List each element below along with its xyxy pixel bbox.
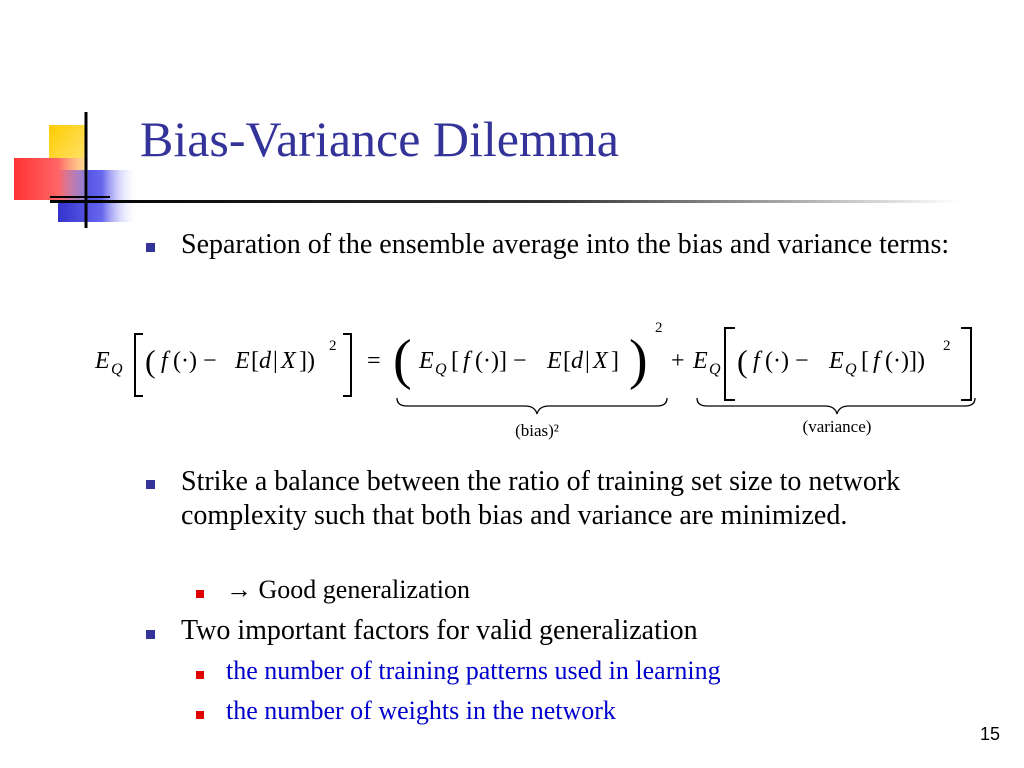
- bullet-square-icon: [146, 480, 155, 489]
- svg-text:f: f: [873, 348, 880, 374]
- svg-text:(·) −: (·) −: [765, 348, 809, 374]
- svg-text:f: f: [753, 348, 760, 374]
- svg-text:E: E: [829, 348, 844, 374]
- svg-text:(: (: [145, 343, 156, 379]
- svg-text:Q: Q: [435, 361, 447, 378]
- page-number: 15: [979, 724, 1000, 744]
- svg-text:2: 2: [329, 338, 337, 354]
- svg-text:Q: Q: [111, 361, 123, 378]
- svg-text:d: d: [571, 348, 583, 374]
- svg-text:E: E: [547, 348, 562, 374]
- svg-text:): ): [629, 329, 648, 391]
- svg-text:|: |: [585, 348, 590, 374]
- bullet-text: Two important factors for valid generalization: [181, 615, 698, 646]
- sub-bullet-text: → Good generalization: [226, 575, 471, 604]
- decorative-corner-graphic: [0, 0, 160, 240]
- svg-text:(: (: [393, 329, 412, 391]
- variance-label: (variance): [802, 417, 872, 436]
- svg-text:[: [: [251, 348, 259, 374]
- svg-text:X: X: [281, 348, 296, 374]
- svg-text:[: [: [451, 348, 459, 374]
- svg-text:[: [: [563, 348, 571, 374]
- svg-text:(·)] −: (·)] −: [475, 348, 527, 374]
- bias-label: (bias)²: [515, 421, 559, 440]
- sub-bullet-square-icon: [196, 590, 204, 598]
- sub-bullet-square-icon: [196, 711, 204, 719]
- slide-title: Bias-Variance Dilemma: [140, 111, 619, 167]
- bullet-text: Strike a balance between the ratio of training set size to network complexity such that both bias and variance are minimized.: [181, 466, 901, 531]
- sub-bullet-text: the number of weights in the network: [226, 696, 616, 725]
- svg-text:E: E: [419, 348, 434, 374]
- svg-text:d: d: [259, 348, 271, 374]
- svg-text:f: f: [463, 348, 470, 374]
- svg-text:2: 2: [655, 320, 663, 336]
- svg-text:(·) −: (·) −: [173, 348, 217, 374]
- bullet-square-icon: [146, 243, 155, 252]
- svg-text:2: 2: [943, 338, 951, 354]
- svg-text:(: (: [737, 343, 748, 379]
- bullet-text: Separation of the ensemble average into the bias and variance terms:: [181, 229, 950, 260]
- svg-text:Q: Q: [845, 361, 857, 378]
- svg-text:Q: Q: [709, 361, 721, 378]
- svg-text:+: +: [671, 348, 685, 374]
- bullet-square-icon: [146, 630, 155, 639]
- svg-text:(·)]): (·)]): [885, 348, 925, 374]
- svg-text:]: ]: [611, 348, 619, 374]
- svg-text:=: =: [367, 348, 381, 374]
- svg-text:f: f: [161, 348, 168, 374]
- svg-text:X: X: [593, 348, 608, 374]
- sub-bullet-square-icon: [196, 671, 204, 679]
- svg-text:]): ]): [299, 348, 315, 374]
- bias-variance-equation: [85, 316, 995, 446]
- svg-text:|: |: [273, 348, 278, 374]
- svg-text:[: [: [861, 348, 869, 374]
- title-underline: [50, 200, 960, 203]
- svg-text:E: E: [693, 348, 708, 374]
- svg-text:E: E: [235, 348, 250, 374]
- svg-text:E: E: [95, 348, 110, 374]
- sub-bullet-text: the number of training patterns used in learning: [226, 656, 721, 685]
